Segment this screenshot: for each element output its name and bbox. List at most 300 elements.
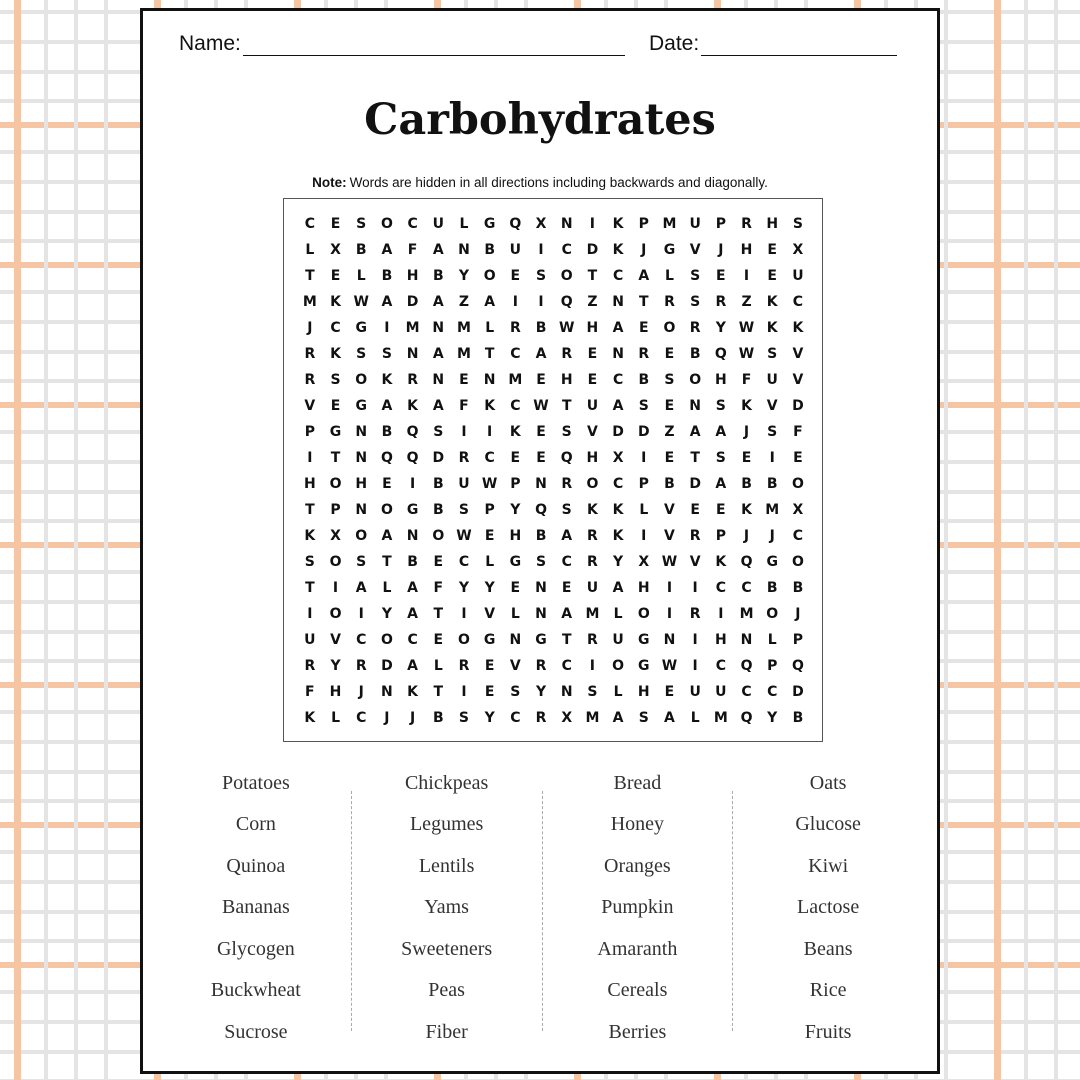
grid-letter: Y (613, 554, 624, 570)
grid-letter: E (664, 450, 675, 466)
grid-letter: V (689, 554, 701, 570)
grid-letter: H (714, 632, 727, 648)
grid-letter: N (689, 398, 702, 414)
word-item: Glycogen (216, 937, 295, 960)
grid-letter: K (766, 320, 778, 336)
grid-letter: N (406, 346, 419, 362)
grid-letter: V (766, 398, 778, 414)
grid-letter: S (767, 424, 778, 440)
grid-letter: E (716, 502, 726, 518)
grid-letter: O (380, 216, 393, 232)
grid-letter: R (535, 658, 547, 674)
grid-letter: A (407, 580, 419, 596)
grid-letter: R (509, 320, 521, 336)
word-item: Glucose (795, 813, 861, 836)
grid-letter: I (461, 606, 467, 622)
word-item: Bread (613, 772, 662, 794)
grid-letter: W (456, 528, 472, 544)
grid-letter: S (638, 710, 649, 726)
grid-letter: K (612, 216, 624, 232)
grid-letter: Y (484, 710, 495, 726)
grid-letter: P (484, 502, 495, 518)
grid-letter: V (792, 346, 804, 362)
grid-letter: T (484, 346, 495, 362)
grid-letter: I (641, 450, 647, 466)
grid-letter: O (355, 372, 368, 388)
grid-letter: E (716, 268, 726, 284)
grid-letter: S (510, 684, 521, 700)
grid-letter: L (459, 216, 469, 232)
grid-letter: N (355, 502, 368, 518)
grid-letter: N (355, 450, 368, 466)
grid-letter: G (638, 658, 650, 674)
grid-letter: Y (767, 710, 778, 726)
grid-letter: E (330, 268, 341, 284)
grid-letter: K (715, 554, 727, 570)
grid-letter: I (692, 632, 698, 648)
grid-letter: G (329, 424, 342, 440)
grid-letter: B (766, 476, 778, 492)
grid-letter: B (381, 268, 393, 284)
grid-letter: H (740, 242, 753, 258)
grid-letter: P (792, 632, 804, 648)
grid-letter: Y (535, 684, 547, 700)
grid-letter: R (689, 320, 701, 336)
page-title: Carbohydrates (364, 95, 716, 145)
grid-letter: N (535, 580, 547, 596)
grid-letter: P (330, 502, 341, 518)
grid-letter: A (561, 528, 573, 544)
grid-letter: C (767, 684, 778, 700)
grid-letter: S (304, 554, 315, 570)
grid-letter: K (330, 346, 341, 362)
grid-letter: C (330, 320, 341, 336)
grid-letter: A (432, 242, 444, 258)
grid-letter: O (791, 554, 804, 570)
grid-letter: X (535, 216, 547, 232)
grid-letter: C (561, 242, 572, 258)
grid-letter: I (332, 580, 339, 596)
grid-letter: K (586, 502, 598, 518)
grid-letter: S (561, 502, 572, 518)
note (143, 175, 937, 190)
grid-letter: N (381, 684, 393, 700)
grid-letter: R (458, 450, 470, 466)
grid-letter: C (715, 580, 726, 596)
grid-letter: I (461, 424, 467, 440)
grid-letter: L (331, 710, 340, 726)
grid-letter: C (792, 294, 804, 310)
grid-letter: Q (380, 450, 393, 466)
grid-letter: B (381, 424, 393, 440)
word-item: Lactose (797, 896, 860, 919)
grid-letter: U (586, 580, 599, 596)
grid-letter: I (307, 450, 313, 466)
grid-letter: Q (535, 502, 547, 518)
grid-letter: U (586, 398, 599, 414)
note-label: Note: (312, 175, 347, 190)
grid-letter: H (637, 580, 650, 596)
grid-letter: V (304, 398, 316, 414)
grid-letter: K (612, 242, 624, 258)
grid-letter: O (663, 320, 676, 336)
grid-letter: A (432, 294, 444, 310)
grid-letter: V (689, 242, 701, 258)
grid-letter: A (381, 242, 393, 258)
grid-letter: L (433, 658, 443, 674)
grid-letter: M (739, 606, 754, 622)
grid-letter: U (304, 632, 316, 648)
grid-letter: F (433, 580, 444, 596)
grid-letter: T (433, 606, 444, 622)
word-item: Bananas (221, 896, 290, 919)
grid-letter: U (458, 476, 470, 492)
grid-letter: Z (587, 294, 598, 310)
grid-letter: A (484, 294, 496, 310)
grid-letter: L (356, 268, 366, 284)
grid-letter: O (458, 632, 470, 648)
grid-letter: B (432, 710, 444, 726)
grid-letter: E (536, 372, 546, 388)
word-item: Legumes (409, 813, 484, 836)
worksheet (140, 8, 940, 1074)
grid-letter: C (458, 554, 470, 570)
grid-letter: M (457, 346, 471, 362)
grid-letter: R (561, 346, 573, 362)
word-item: Corn (235, 813, 276, 836)
grid-letter: E (767, 268, 777, 284)
grid-letter: A (715, 424, 727, 440)
word-bank (161, 769, 923, 1059)
grid-letter: B (432, 502, 444, 518)
grid-letter: E (536, 450, 546, 466)
grid-letter: Z (458, 294, 470, 310)
grid-letter: K (741, 502, 752, 518)
grid-letter: K (407, 398, 419, 414)
grid-letter: Y (484, 580, 495, 596)
grid-letter: I (589, 216, 596, 232)
grid-letter: M (585, 710, 600, 726)
grid-letter: X (612, 450, 624, 466)
grid-letter: A (407, 606, 419, 622)
grid-letter: V (664, 528, 675, 544)
grid-letter: S (792, 216, 803, 232)
grid-letter: B (638, 372, 650, 388)
grid-letter: S (664, 372, 675, 388)
grid-letter: R (355, 658, 367, 674)
grid-letter: H (355, 476, 368, 492)
grid-letter: M (302, 294, 317, 310)
grid-letter: K (330, 294, 341, 310)
grid-letter: X (330, 242, 341, 258)
name-line (243, 31, 625, 56)
puzzle-grid (297, 211, 811, 731)
grid-letter: F (793, 424, 803, 440)
grid-letter: E (561, 580, 572, 596)
grid-letter: B (766, 580, 778, 596)
word-item: Berries (608, 1020, 667, 1043)
grid-letter: I (718, 606, 724, 622)
grid-letter: E (510, 450, 521, 466)
grid-letter: M (662, 216, 677, 232)
word-column (733, 769, 923, 1059)
grid-letter: K (612, 528, 624, 544)
grid-letter: G (663, 242, 676, 258)
grid-letter: G (355, 320, 367, 336)
grid-letter: E (536, 424, 546, 440)
grid-letter: W (353, 294, 369, 310)
grid-letter: F (407, 242, 418, 258)
word-item: Cereals (607, 979, 668, 1002)
grid-letter: Q (714, 346, 727, 362)
word-column (161, 769, 351, 1059)
grid-letter: U (766, 372, 778, 388)
grid-letter: B (407, 554, 418, 570)
grid-letter: O (637, 606, 650, 622)
grid-letter: T (587, 268, 598, 284)
grid-letter: F (459, 398, 469, 414)
grid-letter: R (304, 658, 316, 674)
grid-letter: E (330, 216, 341, 232)
grid-letter: I (666, 580, 673, 596)
grid-letter: L (639, 502, 649, 518)
grid-letter: F (305, 684, 315, 700)
grid-letter: O (329, 476, 342, 492)
grid-letter: E (433, 632, 444, 648)
grid-letter: L (485, 320, 495, 336)
grid-letter: K (304, 710, 316, 726)
grid-letter: A (638, 268, 650, 284)
grid-letter: T (330, 450, 341, 466)
grid-letter: J (307, 320, 313, 336)
grid-letter: G (766, 554, 778, 570)
grid-letter: J (358, 684, 364, 700)
grid-letter: L (665, 268, 674, 284)
word-item: Honey (610, 813, 665, 836)
word-item: Pumpkin (601, 896, 674, 919)
grid-letter: O (380, 632, 393, 648)
grid-letter: R (741, 216, 752, 232)
word-item: Sucrose (224, 1020, 288, 1043)
grid-letter: E (741, 450, 752, 466)
grid-letter: X (638, 554, 650, 570)
word-item: Oats (809, 772, 847, 794)
grid-letter: B (664, 476, 675, 492)
grid-letter: R (587, 554, 598, 570)
grid-letter: B (535, 320, 547, 336)
grid-letter: K (509, 424, 521, 440)
grid-letter: S (381, 346, 392, 362)
grid-letter: X (330, 528, 341, 544)
grid-letter: A (664, 710, 675, 726)
word-item: Kiwi (808, 854, 849, 877)
grid-letter: C (792, 528, 804, 544)
grid-letter: C (510, 398, 521, 414)
grid-letter: L (510, 606, 520, 622)
grid-letter: R (638, 346, 650, 362)
grid-letter: H (766, 216, 779, 232)
grid-letter: B (792, 710, 804, 726)
word-item: Sweeteners (401, 937, 493, 960)
grid-letter: M (457, 320, 471, 336)
grid-letter: S (433, 424, 444, 440)
grid-letter: E (510, 580, 521, 596)
grid-letter: I (358, 606, 364, 622)
word-item: Rice (809, 979, 847, 1002)
grid-letter: K (741, 398, 752, 414)
grid-letter: S (690, 294, 701, 310)
grid-letter: D (792, 684, 804, 700)
grid-letter: C (741, 580, 752, 596)
grid-letter: N (483, 372, 496, 388)
grid-letter: R (715, 294, 727, 310)
grid-letter: Y (715, 320, 726, 336)
grid-letter: E (793, 450, 803, 466)
grid-letter: S (458, 710, 470, 726)
grid-letter: A (535, 346, 547, 362)
grid-letter: E (433, 554, 444, 570)
grid-letter: I (641, 528, 647, 544)
grid-letter: P (638, 476, 649, 492)
grid-letter: P (715, 216, 726, 232)
grid-letter: B (689, 346, 701, 362)
grid-letter: L (305, 242, 315, 258)
grid-letter: I (461, 684, 467, 700)
grid-letter: C (612, 476, 624, 492)
grid-letter: Q (740, 658, 753, 674)
puzzle-grid-box (283, 198, 823, 742)
grid-letter: I (384, 320, 390, 336)
grid-letter: G (406, 502, 419, 518)
grid-letter: V (484, 606, 496, 622)
note-text: Words are hidden in all directions including backwards and diagonally. (349, 175, 768, 190)
grid-letter: S (767, 346, 778, 362)
grid-letter: I (538, 294, 544, 310)
grid-letter: T (639, 294, 649, 310)
word-item: Oranges (604, 854, 671, 877)
grid-letter: Q (740, 554, 753, 570)
word-item: Fiber (425, 1020, 468, 1043)
grid-letter: J (409, 710, 416, 726)
grid-letter: Y (330, 658, 341, 674)
grid-letter: M (765, 502, 780, 518)
grid-letter: A (561, 606, 573, 622)
grid-letter: J (769, 528, 775, 544)
grid-letter: R (304, 372, 316, 388)
grid-letter: A (355, 580, 367, 596)
grid-letter: S (330, 372, 341, 388)
grid-letter: T (433, 684, 444, 700)
grid-letter: I (487, 424, 493, 440)
grid-letter: M (585, 606, 600, 622)
grid-letter: E (484, 658, 495, 674)
grid-letter: R (561, 476, 573, 492)
grid-letter: H (637, 684, 650, 700)
grid-letter: S (535, 268, 547, 284)
grid-letter: A (612, 398, 624, 414)
grid-letter: N (612, 294, 624, 310)
grid-letter: H (586, 320, 599, 336)
grid-letter: C (304, 216, 315, 232)
grid-letter: W (661, 554, 678, 570)
grid-letter: N (355, 424, 368, 440)
word-item: Lentils (418, 854, 475, 877)
grid-letter: M (508, 372, 523, 388)
grid-letter: T (305, 502, 315, 518)
grid-letter: G (483, 216, 496, 232)
grid-letter: X (561, 710, 573, 726)
grid-letter: T (382, 554, 392, 570)
grid-letter: B (741, 476, 752, 492)
grid-letter: Q (740, 710, 753, 726)
grid-letter: H (560, 372, 573, 388)
grid-letter: I (666, 606, 673, 622)
grid-letter: S (715, 398, 726, 414)
grid-letter: O (380, 502, 393, 518)
grid-letter: D (689, 476, 701, 492)
grid-letter: K (304, 528, 316, 544)
grid-letter: A (381, 528, 393, 544)
grid-letter: N (612, 346, 624, 362)
word-item: Yams (424, 896, 469, 919)
grid-letter: R (587, 632, 598, 648)
grid-letter: Q (791, 658, 804, 674)
grid-letter: E (484, 684, 495, 700)
grid-letter: D (432, 450, 445, 466)
grid-letter: E (330, 398, 341, 414)
grid-letter: A (612, 710, 624, 726)
grid-letter: H (406, 268, 419, 284)
grid-letter: I (538, 242, 544, 258)
grid-letter: B (432, 268, 444, 284)
grid-letter: H (303, 476, 316, 492)
grid-letter: I (692, 580, 698, 596)
grid-letter: M (405, 320, 420, 336)
grid-letter: K (766, 294, 778, 310)
grid-letter: V (586, 424, 598, 440)
grid-letter: N (432, 372, 445, 388)
grid-letter: E (664, 684, 675, 700)
grid-letter: B (792, 580, 804, 596)
grid-letter: C (741, 684, 752, 700)
grid-letter: W (738, 320, 755, 336)
grid-letter: E (690, 502, 700, 518)
grid-letter: O (612, 658, 625, 674)
word-item: Potatoes (221, 772, 290, 794)
grid-letter: P (767, 658, 778, 674)
grid-letter: A (612, 580, 624, 596)
grid-letter: O (689, 372, 702, 388)
grid-letter: F (741, 372, 752, 388)
grid-letter: H (714, 372, 727, 388)
grid-letter: V (330, 632, 341, 648)
word-item: Buckwheat (210, 979, 301, 1002)
grid-letter: Z (664, 424, 675, 440)
grid-letter: I (307, 606, 313, 622)
grid-letter: C (561, 658, 572, 674)
word-item: Beans (803, 937, 853, 960)
grid-letter: Q (406, 450, 419, 466)
grid-letter: L (485, 554, 495, 570)
grid-letter: R (304, 346, 316, 362)
grid-letter: N (560, 684, 573, 700)
grid-letter: V (664, 502, 675, 518)
grid-letter: Z (741, 294, 752, 310)
word-item: Fruits (804, 1020, 852, 1043)
grid-letter: E (459, 372, 469, 388)
grid-letter: I (692, 658, 698, 674)
grid-letter: J (384, 710, 390, 726)
